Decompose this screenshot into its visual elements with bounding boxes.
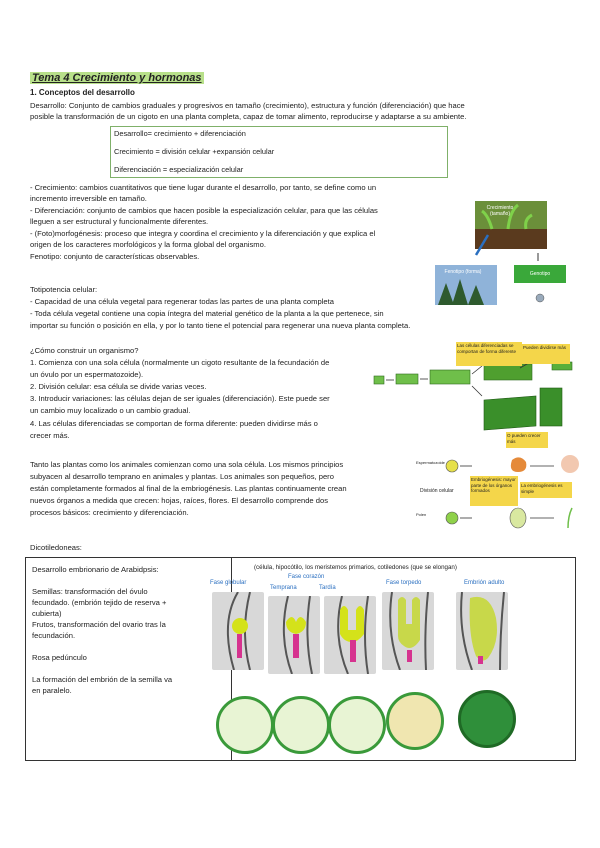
frutos-line: Frutos, transformación del ovario tras la <box>32 620 166 629</box>
stage-corazon: Fase corazón <box>288 574 325 580</box>
semillas-line: cubierta) <box>32 609 62 618</box>
cell-division-figure <box>372 340 577 450</box>
organismo-line: 1. Comienza con una sola célula (normalmente un cigoto resultante de la fecundación de <box>30 358 330 367</box>
organismo-line: un cambio muy localizado o un cambio gradual. <box>30 406 191 415</box>
concept-line: - Crecimiento: cambios cuantitativos que tiene lugar durante el desarrollo, por tanto, se define como un <box>30 183 377 192</box>
fig2-label-diferente: Las células diferenciadas se comportan de forma diferente <box>456 342 522 366</box>
organismo-line: 2. División celular: esa célula se divide varias veces. <box>30 382 207 391</box>
section-drawing-torpedo <box>386 692 444 750</box>
concept-line: incremento irreversible en tamaño. <box>30 194 147 203</box>
fig2-label-dividirse: Pueden dividirse más <box>522 344 570 364</box>
section-drawing-temprana <box>272 696 330 754</box>
frutos-line: fecundación. <box>32 631 76 640</box>
stage-temprana: Temprana <box>270 585 297 591</box>
plantas-line: procesos básicos: crecimiento y diferenciación. <box>30 508 189 517</box>
embryo-caption: (célula, hipocótilo, los meristemos primarios, cotiledones (que se elongan) <box>254 564 457 571</box>
semillas-line: Semillas: transformación del óvulo <box>32 587 148 596</box>
formula-crecimiento: Crecimiento = división celular +expansión celular <box>114 147 275 156</box>
stage-globular: Fase globular <box>210 580 247 586</box>
fig2-label-crecer: O pueden crecer más <box>506 432 548 448</box>
organismo-line: un óvulo por un espermatozoide). <box>30 370 144 379</box>
fig1-label-fenotipo: Fenotipo (forma) <box>444 269 482 275</box>
formacion-line: en paralelo. <box>32 686 72 695</box>
plantas-line: nuevos órganos a medida que crecen: hojas, raíces, flores. El desarrollo comprende dos <box>30 496 329 505</box>
fig3-label-espermatozoide: Espermatozoide <box>416 460 445 465</box>
concept-line: - (Foto)morfogénesis: proceso que integra y coordina el crecimiento y la diferenciación y que explica el <box>30 229 376 238</box>
stage-tardia: Tardía <box>319 585 336 591</box>
totipotencia-line: - Capacidad de una célula vegetal para regenerar todas las partes de una planta completa <box>30 297 334 306</box>
desarrollo-line-2: posible la transformación de un cigoto en una planta completa, capaz de tomar alimento, reproducirse y adaptarse a su ambiente. <box>30 112 467 121</box>
fig3-label-polen: Polen <box>416 512 427 517</box>
section-drawing-adulto <box>458 690 516 748</box>
concept-line: - Diferenciación: conjunto de cambios que hacen posible la especialización celular, para que las células <box>30 206 378 215</box>
totipotencia-heading: Totipotencia celular: <box>30 285 98 294</box>
organismo-heading: ¿Cómo construir un organismo? <box>30 346 139 355</box>
rosa-line: Rosa pedúnculo <box>32 653 87 662</box>
micrograph-tardia <box>324 596 376 674</box>
semillas-line: fecundado. (embrión tejido de reserva + <box>32 598 167 607</box>
page-title: Tema 4 Crecimiento y hormonas <box>32 72 202 84</box>
concept-line: origen de los caracteres morfológicos y la forma global del organismo. <box>30 240 266 249</box>
embryogenesis-figure <box>412 452 582 532</box>
desarrollo-line-1: Desarrollo: Conjunto de cambios graduales y progresivos en tamaño (crecimiento), estructura y función (diferenciación) que hace <box>30 101 465 110</box>
micrograph-temprana <box>268 596 320 674</box>
embryo-table <box>25 557 576 761</box>
stage-adulto: Embrión adulto <box>464 580 505 586</box>
formula-desarrollo: Desarrollo= crecimiento + diferenciación <box>114 129 246 138</box>
micrograph-adulto <box>456 592 508 670</box>
organismo-line: 4. Las células diferenciadas se comportan de forma diferente: pueden dividirse más o <box>30 419 318 428</box>
concept-line: lleguen a ser estructural y funcionalmente diferentes. <box>30 217 209 226</box>
plantas-line: están completamente formados al final de la embriogénesis. Las plantas continuamente crean <box>30 484 347 493</box>
concept-line: Fenotipo: conjunto de características observables. <box>30 252 200 261</box>
dicot-heading: Dicotiledoneas: <box>30 543 82 552</box>
micrograph-globular <box>212 592 264 670</box>
formula-diferenciacion: Diferenciación = especialización celular <box>114 165 244 174</box>
plantas-line: subyacen al desarrollo temprano en animales y plantas. Los animales son pequeños, pero <box>30 472 334 481</box>
organismo-line: crecer más. <box>30 431 70 440</box>
fig3-label-division: División celular <box>420 488 454 494</box>
section-heading: 1. Conceptos del desarrollo <box>30 88 135 97</box>
formula-box <box>110 126 448 178</box>
fig1-label-genotipo: Genotipo <box>529 271 551 277</box>
plantas-line: Tanto las plantas como los animales comienzan como una sola célula. Los mismos principios <box>30 460 344 469</box>
section-drawing-tardia <box>328 696 386 754</box>
micrograph-torpedo <box>382 592 434 670</box>
growth-phenotype-figure <box>430 195 578 307</box>
section-drawing-globular <box>216 696 274 754</box>
organismo-line: 3. Introducir variaciones: las células dejan de ser iguales (diferenciación). Este puede ser <box>30 394 330 403</box>
fig1-label-crecimiento: Crecimiento (tamaño) <box>486 205 514 217</box>
totipotencia-line: importar su función o posición en ella, y por lo tanto tiene el potencial para regenerar una nueva planta completa. <box>30 321 411 330</box>
fig3-box-embriogenesis: Embriogénesis: mayor parte de los órganos formados <box>470 476 518 506</box>
arabidopsis-title: Desarrollo embrionario de Arabidpsis: <box>32 565 159 574</box>
fig3-box-simple: La embriogénesis es simple <box>520 482 572 498</box>
stage-torpedo: Fase torpedo <box>386 580 422 586</box>
formacion-line: La formación del embrión de la semilla va <box>32 675 173 684</box>
totipotencia-line: - Toda célula vegetal contiene una copia íntegra del material genético de la planta a la que pertenece, sin <box>30 309 384 318</box>
